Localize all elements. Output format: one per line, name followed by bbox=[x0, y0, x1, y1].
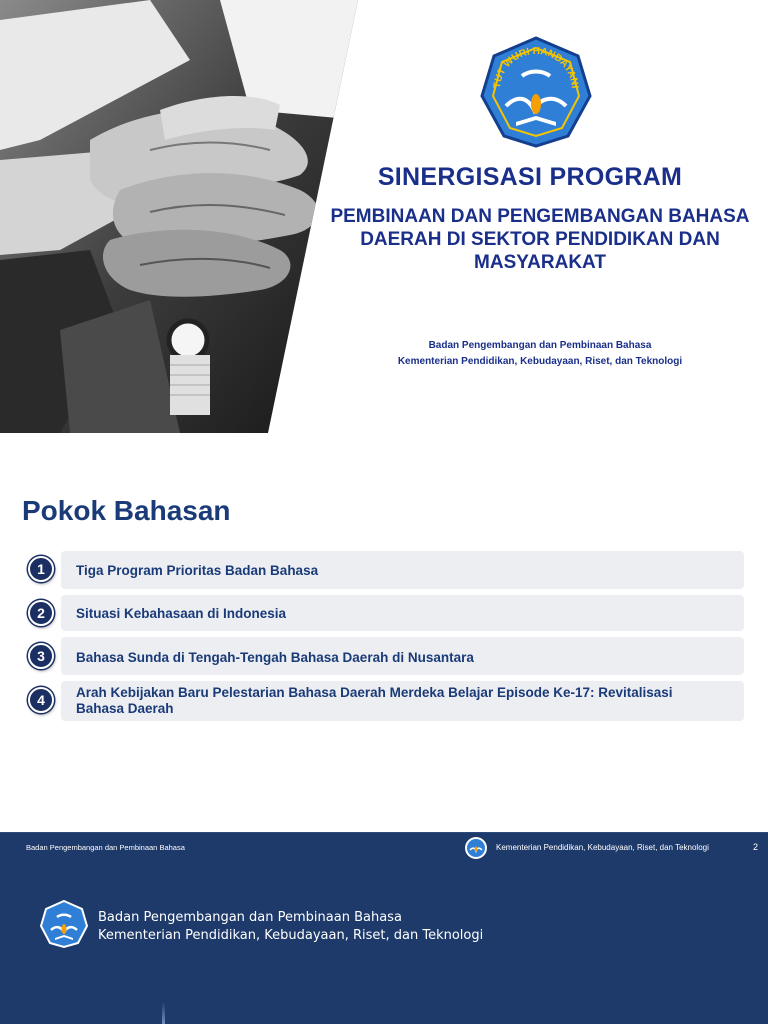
cover-organization: Badan Pengembangan dan Pembinaan Bahasa bbox=[428, 340, 652, 351]
footer-organization: Badan Pengembangan dan Pembinaan Bahasa bbox=[26, 843, 185, 852]
cover-slide bbox=[0, 0, 768, 433]
tut-wuri-handayani-logo bbox=[478, 34, 594, 150]
agenda-item bbox=[28, 637, 744, 675]
footer-bar bbox=[0, 832, 768, 1024]
hands-together-photo bbox=[0, 0, 360, 433]
agenda-item-label: Tiga Program Prioritas Badan Bahasa bbox=[76, 563, 319, 578]
logo-motto: TUT WURI HANDAYANI bbox=[491, 45, 580, 89]
agenda-number-badge: 1 bbox=[28, 556, 54, 582]
agenda-item bbox=[28, 551, 744, 589]
footer-ministry: Kementerian Pendidikan, Kebudayaan, Riset, dan Teknologi bbox=[496, 843, 709, 852]
cover-ministry: Kementerian Pendidikan, Kebudayaan, Riset, dan Teknologi bbox=[397, 356, 683, 367]
cover-subtitle: PEMBINAAN DAN PENGEMBANGAN BAHASA DAERAH DI SEKTOR PENDIDIKAN DAN MASYARAKAT bbox=[330, 206, 750, 273]
cover-title: SINERGISASI PROGRAM bbox=[377, 163, 683, 191]
agenda-slide bbox=[0, 433, 768, 1024]
agenda-item-label: Arah Kebijakan Baru Pelestarian Bahasa Daerah Merdeka Belajar Episode Ke-17: Revitalisasi Bahasa Daerah bbox=[76, 685, 673, 716]
agenda-number-badge: 3 bbox=[28, 643, 54, 669]
agenda-number-badge: 4 bbox=[28, 687, 54, 713]
tut-wuri-handayani-small-icon bbox=[464, 836, 488, 860]
agenda-item-label: Situasi Kebahasaan di Indonesia bbox=[76, 606, 287, 621]
agenda-item bbox=[28, 681, 744, 721]
decorative-light-streak bbox=[162, 1002, 165, 1024]
footer-ministry-large: Kementerian Pendidikan, Kebudayaan, Riset, dan Teknologi bbox=[98, 928, 484, 943]
agenda-item bbox=[28, 595, 744, 631]
footer-organization-large: Badan Pengembangan dan Pembinaan Bahasa bbox=[98, 910, 402, 925]
agenda-number-badge: 2 bbox=[28, 600, 54, 626]
agenda-title: Pokok Bahasan bbox=[22, 495, 231, 526]
tut-wuri-handayani-footer-logo bbox=[39, 899, 89, 949]
page-number: 2 bbox=[753, 842, 759, 852]
agenda-item-label: Bahasa Sunda di Tengah-Tengah Bahasa Daerah di Nusantara bbox=[76, 650, 474, 665]
